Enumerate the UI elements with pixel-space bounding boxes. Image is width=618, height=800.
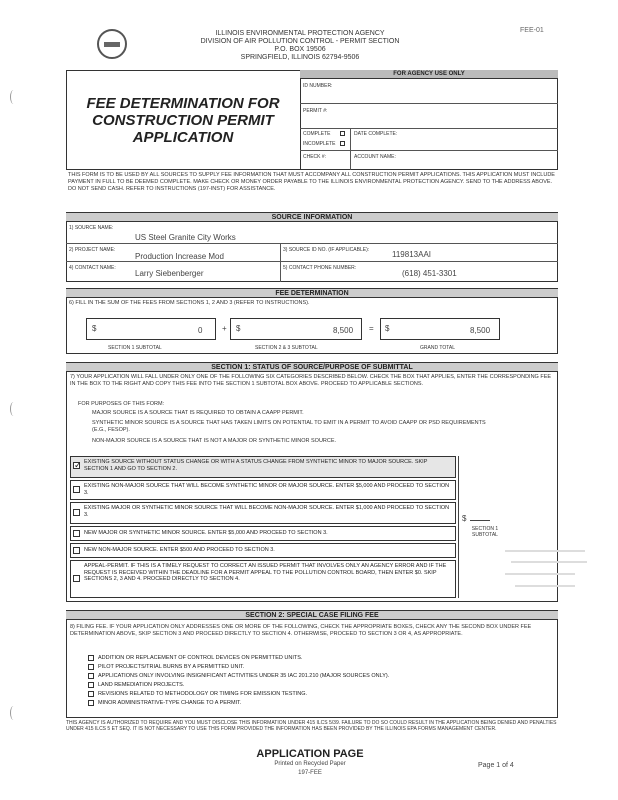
item6-checkbox[interactable] [88,700,94,706]
for-purposes: FOR PURPOSES OF THIS FORM: [78,401,165,407]
instructions-text: THIS FORM IS TO BE USED BY ALL SOURCES TO SUPPLY FEE INFORMATION THAT MUST ACCOMPANY ALL CONSTRUCTION PERMIT APPLICATIONS. THIS APPLICATION MUST INCLUDE PAYMENT IN FULL TO BE DEEMED COMPLETE. MAKE CHECK OR MONEY ORDER PAYABLE TO THE ILLINOIS ENVIRONMENTAL PROTECTION AGENCY. SEND TO THE ADDRESS ABOVE. DO NOT SEND CASH. REFER TO INSTRUCTIONS (197-INST) FOR ASSISTANCE. [68,172,555,192]
punch-hole-top [10,90,17,104]
grand-total-label: GRAND TOTAL [420,345,456,351]
option6-text: APPEAL-PERMIT. IF THIS IS A TIMELY REQUEST TO CORRECT AN ISSUED PERMIT THAT INVOLVES ONLY AN AGENCY ERROR AND IF THE REQUEST IS RECEIVED WITHIN THE DEADLINE FOR A PERMIT APPEAL TO THE POLLUTION CONTROL BOARD, THEN ENTER $0. SKIP SECTIONS 2, 3 AND 4. PROCEED DIRECTLY TO SECTION 4. [84,563,447,582]
recycled-paper-note: Printed on Recycled Paper [274,761,346,767]
option2-checkbox[interactable] [73,486,80,493]
punch-hole-bottom [10,706,17,720]
section1-dollar: $ [92,324,97,333]
option1-checkbox[interactable]: ✓ [74,460,82,470]
contact-phone-field[interactable]: (618) 451-3301 [402,269,457,278]
contact-name-label: 4) CONTACT NAME: [69,265,116,271]
item5-text: REVISIONS RELATED TO METHODOLOGY OR TIMING FOR EMISSION TESTING. [98,691,308,697]
section2-subtotal-label: SECTION 2 & 3 SUBTOTAL [255,345,318,351]
option5-checkbox[interactable] [73,547,80,554]
incomplete-checkbox[interactable] [340,141,345,146]
equals-sign: = [369,324,374,333]
item2-text: PILOT PROJECTS/TRIAL BURNS BY A PERMITTED UNIT. [98,664,245,670]
item1-text: ADDITION OR REPLACEMENT OF CONTROL DEVICES ON PERMITTED UNITS. [98,655,303,661]
complete-checkbox[interactable] [340,131,345,136]
section2-dollar: $ [236,324,241,333]
contact-name-field[interactable]: Larry Siebenberger [135,269,204,278]
source-id-field[interactable]: 119813AAI [392,250,431,259]
contact-phone-label: 5) CONTACT PHONE NUMBER: [283,265,357,271]
source-info-heading: SOURCE INFORMATION [66,212,558,222]
faded-stamp [505,545,595,600]
item1-checkbox[interactable] [88,655,94,661]
def-synthetic: SYNTHETIC MINOR SOURCE IS A SOURCE THAT HAS TAKEN LIMITS ON POTENTIAL TO EMIT IN A PERMIT TO AVOID CAAPP OR PSD REQUIREMENTS (E.G., FESOP). [92,420,486,433]
grand-total-value: 8,500 [470,326,491,335]
fee-determination-heading: FEE DETERMINATION [66,288,558,298]
option4-checkbox[interactable] [73,530,80,537]
def-nonmajor: NON-MAJOR SOURCE IS A SOURCE THAT IS NOT A MAJOR OR SYNTHETIC MINOR SOURCE. [92,438,337,444]
item2-checkbox[interactable] [88,664,94,670]
option6-checkbox[interactable] [73,575,80,582]
fee-instruction: 6) FILL IN THE SUM OF THE FEES FROM SECTIONS 1, 2 AND 3 (REFER TO INSTRUCTIONS). [69,300,310,306]
account-name-label: ACCOUNT NAME: [354,154,396,160]
punch-hole-middle [10,402,17,416]
source-name-label: 1) SOURCE NAME: [69,225,114,231]
section1-heading: SECTION 1: STATUS OF SOURCE/PURPOSE OF SUBMITTAL [66,362,558,372]
item4-checkbox[interactable] [88,682,94,688]
option2-text: EXISTING NON-MAJOR SOURCE THAT WILL BECOME SYNTHETIC MINOR OR MAJOR SOURCE. ENTER $5,000 AND PROCEED TO SECTION 3. [84,483,450,496]
section2-subtotal-value: 8,500 [333,326,354,335]
incomplete-label: INCOMPLETE [303,141,336,147]
form-title: FEE DETERMINATION FOR CONSTRUCTION PERMIT APPLICATION [86,95,280,146]
po-box: P.O. BOX 19506 [274,46,326,53]
form-number: 197-FEE [298,770,322,776]
check-number-label: CHECK #: [303,154,327,160]
application-page-label: APPLICATION PAGE [256,748,364,760]
project-name-field[interactable]: Production Increase Mod [135,252,224,261]
division-name: DIVISION OF AIR POLLUTION CONTROL - PERMIT SECTION [200,38,400,45]
option3-checkbox[interactable] [73,509,80,516]
total-dollar: $ [385,324,390,333]
section2-intro: 8) FILING FEE. IF YOUR APPLICATION ONLY ADDRESSES ONE OR MORE OF THE FOLLOWING, CHECK THE APPROPRIATE BOXES, CHECK ANY THE SECOND BOX UNDER FEE DETERMINATION ABOVE, SKIP SECTION 3 AND PROCEED DIRECTLY TO SECTION 4. OTHERWISE, PROCEED TO SECTION 3 OR 4, AS APPROPRIATE. [70,624,532,637]
plus-sign: + [222,324,227,333]
city-address: SPRINGFIELD, ILLINOIS 62794-9506 [240,54,360,61]
section1-subtotal-box[interactable] [86,318,216,340]
form-code: FEE-01 [520,27,544,34]
item6-text: MINOR ADMINISTRATIVE-TYPE CHANGE TO A PERMIT. [98,700,242,706]
def-major: MAJOR SOURCE IS A SOURCE THAT IS REQUIRED TO OBTAIN A CAAPP PERMIT. [92,410,304,416]
id-number-label: ID NUMBER: [303,83,333,89]
agency-seal [97,29,127,59]
legal-disclaimer: THIS AGENCY IS AUTHORIZED TO REQUIRE AND YOU MUST DISCLOSE THIS INFORMATION UNDER 415 ILCS 5/39. FAILURE TO DO SO COULD RESULT IN THE APPLICATION BEING DENIED AND PENALTIES UNDER 415 ILCS 5 ET SEQ. IT IS NOT NECESSARY TO USE THIS FORM PROVIDED THE INFORMATION HAS BEEN PROVIDED BY THE ILLINOIS EPA FORMS MANAGEMENT CENTER. [66,720,557,732]
source-id-label: 3) SOURCE ID NO. (IF APPLICABLE): [283,247,370,253]
section1-subtotal-caption: SECTION 1 SUBTOTAL [471,526,499,538]
option4-text: NEW MAJOR OR SYNTHETIC MINOR SOURCE. ENTER $5,000 AND PROCEED TO SECTION 3. [84,530,328,536]
source-name-field[interactable]: US Steel Granite City Works [135,233,236,242]
date-complete-label: DATE COMPLETE: [354,131,398,137]
section1-subtotal-value: 0 [198,326,203,335]
project-name-label: 2) PROJECT NAME: [69,247,116,253]
section1-subtotal-dollar: $ [462,514,467,523]
section1-intro: 7) YOUR APPLICATION WILL FALL UNDER ONLY ONE OF THE FOLLOWING SIX CATEGORIES DESCRIBED BELOW. CHECK THE BOX THAT APPLIES, ENTER THE CORRESPONDING FEE IN THE BOX TO THE RIGHT AND COPY THIS FEE INTO THE SECTION 1 SUBTOTAL BOX ABOVE. PROCEED TO APPLICABLE SECTIONS. [70,374,552,387]
option5-text: NEW NON-MAJOR SOURCE. ENTER $500 AND PROCEED TO SECTION 3. [84,547,275,553]
agency-name: ILLINOIS ENVIRONMENTAL PROTECTION AGENCY [215,30,385,37]
section2-heading: SECTION 2: SPECIAL CASE FILING FEE [66,610,558,620]
complete-label: COMPLETE [303,131,331,137]
item3-checkbox[interactable] [88,673,94,679]
item3-text: APPLICATIONS ONLY INVOLVING INSIGNIFICANT ACTIVITIES UNDER 35 IAC 201.210 (MAJOR SOURCES ONLY). [98,673,390,679]
section1-subtotal-label: SECTION 1 SUBTOTAL [108,345,162,351]
page-number: Page 1 of 4 [478,762,514,769]
option3-text: EXISTING MAJOR OR SYNTHETIC MINOR SOURCE THAT WILL BECOME NON-MAJOR SOURCE. ENTER $1,000 AND PROCEED TO SECTION 3. [84,505,450,518]
permit-number-label: PERMIT #: [303,108,328,114]
item5-checkbox[interactable] [88,691,94,697]
option1-text: EXISTING SOURCE WITHOUT STATUS CHANGE OR WITH A STATUS CHANGE FROM SYNTHETIC MINOR TO MAJOR SOURCE. SKIP SECTION 1 AND GO TO SECTION 2. [84,459,428,472]
agency-use-heading: FOR AGENCY USE ONLY [300,70,558,79]
item4-text: LAND REMEDIATION PROJECTS. [98,682,185,688]
